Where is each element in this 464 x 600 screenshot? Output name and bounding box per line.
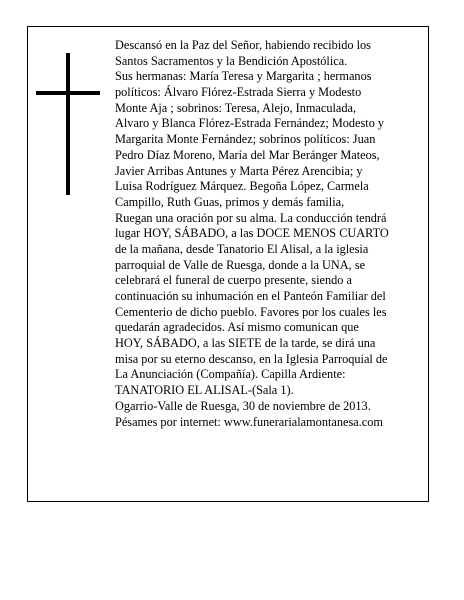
- notice-line: Luisa Rodríguez Márquez. Begoña López, Carmela: [115, 179, 369, 194]
- notice-line: lugar HOY, SÁBADO, a las DOCE MENOS CUARTO: [115, 226, 389, 241]
- notice-line: Campillo, Ruth Guas, primos y demás familia,: [115, 194, 345, 209]
- notice-line: Monte Aja ; sobrinos: Teresa, Alejo, Inmaculada,: [115, 100, 357, 115]
- notice-line: misa por su eterno descanso, en la Iglesia Parroquial de: [115, 351, 388, 366]
- notice-line: Pedro Díaz Moreno, María del Mar Beránger Mateos,: [115, 147, 380, 162]
- notice-line: continuación su inhumación en el Panteón Familiar del: [115, 289, 386, 303]
- notice-line: Javier Arribas Antunes y Marta Pérez Arencibia; y: [115, 163, 363, 178]
- notice-line: Cementerio de dicho pueblo. Favores por los cuales les: [115, 304, 387, 319]
- obituary-text: [115, 38, 415, 430]
- notice-line: Descansó en la Paz del Señor, habiendo recibido los: [115, 38, 371, 52]
- notice-line: de la mañana, desde Tanatorio El Alisal, a la iglesia: [115, 241, 369, 256]
- notice-line: políticos: Álvaro Flórez-Estrada Sierra y Modesto: [115, 85, 362, 100]
- notice-line: HOY, SÁBADO, a las SIETE de la tarde, se dirá una: [115, 336, 376, 351]
- latin-cross-icon: [36, 53, 100, 195]
- cross-horizontal-bar: [36, 91, 100, 95]
- notice-line: Margarita Monte Fernández; sobrinos políticos: Juan: [115, 132, 376, 147]
- notice-line: Ogarrio-Valle de Ruesga, 30 de noviembre de 2013.: [115, 398, 371, 413]
- notice-line: Sus hermanas: María Teresa y Margarita ; hermanos: [115, 69, 372, 84]
- notice-line: Pésames por internet: www.funerarialamontanesa.com: [115, 414, 383, 429]
- notice-line: TANATORIO EL ALISAL-(Sala 1).: [115, 383, 294, 398]
- notice-line: Ruegan una oración por su alma. La conducción tendrá: [115, 210, 387, 225]
- notice-line: celebrará el funeral de cuerpo presente, siendo a: [115, 273, 352, 288]
- notice-line: Alvaro y Blanca Flórez-Estrada Fernández; Modesto y: [115, 116, 385, 131]
- notice-line: Santos Sacramentos y la Bendición Apostólica.: [115, 53, 348, 68]
- notice-line: quedarán agradecidos. Así mismo comunican que: [115, 320, 359, 335]
- notice-line: parroquial de Valle de Ruesga, donde a la UNA, se: [115, 257, 366, 272]
- cross-vertical-bar: [66, 53, 70, 195]
- notice-line: La Anunciación (Compañía). Capilla Ardiente:: [115, 367, 346, 382]
